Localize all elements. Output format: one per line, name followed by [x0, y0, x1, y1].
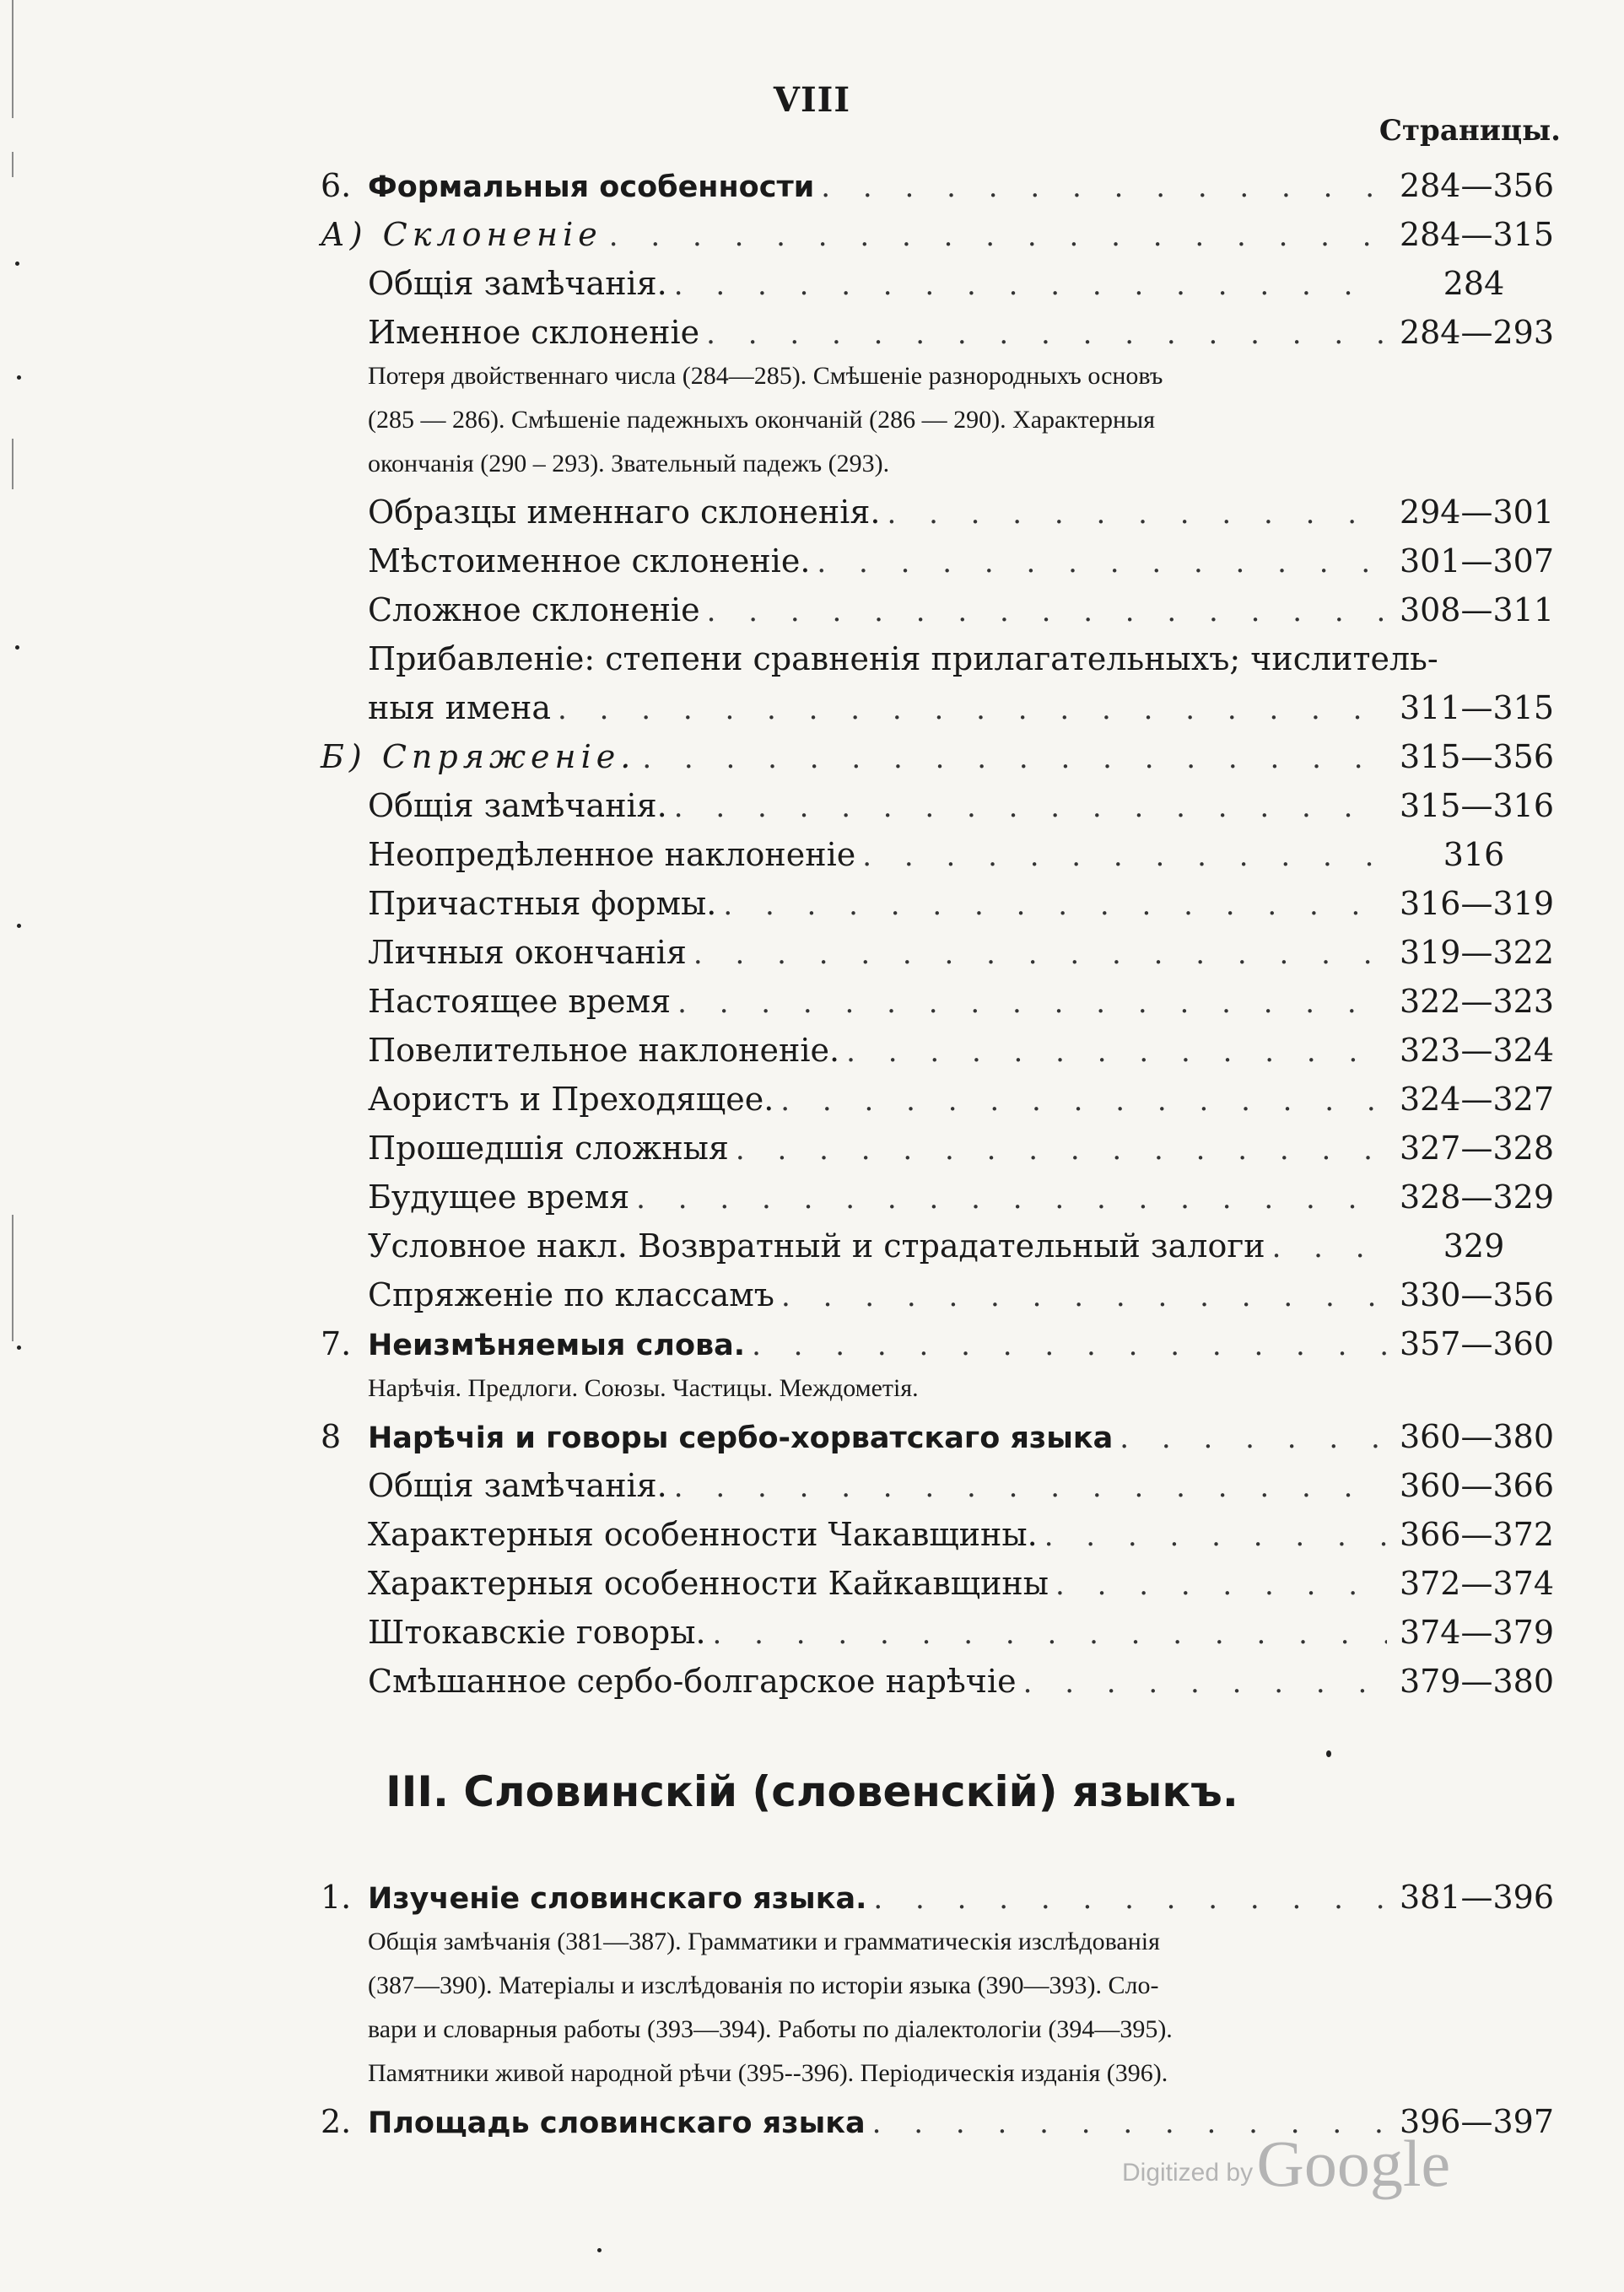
toc-entry: [321, 1075, 1554, 1124]
leader-dots: [693, 930, 1387, 979]
toc-entry-title: Настоящее время: [368, 983, 672, 1020]
toc-entry: [321, 1222, 1554, 1270]
toc-entry-title: Нарѣчія и говоры сербо-хорватскаго языка: [368, 1421, 1114, 1455]
toc-entry: [321, 1026, 1554, 1075]
google-logo: Google: [1256, 2127, 1451, 2200]
toc-entry-title: Смѣшанное сербо-болгарское нарѣчіе: [368, 1663, 1017, 1700]
toc-entry-title: ныя имена: [368, 689, 551, 726]
leader-dots: [713, 1610, 1387, 1658]
note-line: окончанія (290 – 293). Звательный падежъ (293).: [368, 450, 890, 477]
toc-entry-pages: 372—374: [1399, 1565, 1554, 1602]
toc-entry-pages: 330—356: [1399, 1276, 1554, 1313]
toc-entry: [321, 308, 1554, 357]
leader-dots: [862, 832, 1387, 881]
scan-edge-line: [12, 152, 13, 177]
leader-dots: [674, 1463, 1387, 1512]
toc-entry-pages: 284—293: [1399, 314, 1554, 351]
toc-entry-title: Будущее время: [368, 1178, 630, 1216]
toc-subtopics-note: [368, 1367, 1414, 1410]
toc-entry-pages: 329: [1443, 1227, 1505, 1265]
toc-entry-title: Неопредѣленное наклоненіе: [368, 836, 856, 873]
note-line: вари и словарныя работы (393—394). Работы по діалектологіи (394—395).: [368, 2015, 1173, 2043]
toc-entry-title: Повелительное наклоненіе.: [368, 1032, 840, 1069]
toc-entry-title: Формальныя особенности: [368, 170, 815, 204]
leader-dots: [636, 1174, 1387, 1223]
leader-dots: [674, 261, 1387, 310]
note-line: (285 — 286). Смѣшеніе падежныхъ окончаній (286 — 290). Характерныя: [368, 406, 1155, 434]
toc-entry-title: Спряженіе по классамъ: [368, 1276, 774, 1313]
toc-entry: [321, 1173, 1554, 1222]
leader-dots: [736, 1125, 1387, 1174]
toc-entry: [321, 1270, 1554, 1319]
toc-entry-title: Сложное склоненіе: [368, 591, 700, 628]
toc-entry: [321, 781, 1554, 830]
toc-entry-title: Личныя окончанія: [368, 934, 687, 971]
digitized-by-watermark: [1122, 2126, 1476, 2202]
toc-entry: [321, 1319, 1554, 1368]
pages-column-label: Страницы.: [1379, 114, 1561, 148]
toc-entry-title: Неизмѣняемыя слова.: [368, 1329, 746, 1362]
toc-entry: [321, 210, 1554, 259]
toc-entry-pages: 327—328: [1399, 1130, 1554, 1167]
toc-entry-continued-line: [321, 634, 1554, 683]
leader-dots: [817, 538, 1387, 587]
toc-entry-pages: 381—396: [1399, 1879, 1554, 1916]
toc-subtopics-note: [368, 354, 1414, 486]
scan-speck: [15, 262, 19, 266]
toc-entry-title: Общія замѣчанія.: [368, 787, 667, 824]
toc-entry: [321, 1608, 1554, 1657]
note-line: (387—390). Матеріалы и изслѣдованія по исторіи языка (390—393). Сло-: [368, 1971, 1159, 1999]
leader-dots: [1023, 1658, 1387, 1707]
scan-edge-line: [12, 439, 13, 489]
leader-dots: [780, 1076, 1387, 1125]
toc-entry-pages: 322—323: [1399, 983, 1554, 1020]
toc-entry-pages: 374—379: [1399, 1614, 1554, 1651]
leader-dots: [609, 212, 1387, 261]
scan-edge-line: [12, 1215, 13, 1341]
leader-dots: [1044, 1512, 1387, 1561]
leader-dots: [1120, 1414, 1387, 1463]
leader-dots: [723, 881, 1387, 930]
toc-entry-title: Условное накл. Возвратный и страдательный залоги: [368, 1227, 1265, 1265]
scan-speck: [17, 1346, 21, 1350]
toc-entry-title: Характерныя особенности Кайкавщины: [368, 1565, 1049, 1602]
toc-entry-title: Общія замѣчанія.: [368, 1467, 667, 1504]
toc-entry-pages: 324—327: [1399, 1081, 1554, 1118]
toc-entry: [321, 1657, 1554, 1706]
toc-entry-pages: 357—360: [1399, 1325, 1554, 1362]
scan-speck: [1326, 1750, 1331, 1757]
leader-dots: [707, 587, 1387, 636]
toc-entry-pages: 315—316: [1399, 787, 1554, 824]
toc-entry: [321, 732, 1554, 781]
toc-entry: [321, 585, 1554, 634]
toc-entry-pages: 311—315: [1399, 689, 1554, 726]
toc-entry: [321, 977, 1554, 1026]
toc-entry-pages: 379—380: [1399, 1663, 1554, 1700]
toc-entry-pages: 328—329: [1399, 1178, 1554, 1216]
toc-entry-number: 2.: [321, 2103, 352, 2140]
toc-entry-pages: 319—322: [1399, 934, 1554, 971]
toc-entry-number: 8: [321, 1418, 342, 1455]
toc-entry-pages: 396—397: [1399, 2103, 1554, 2140]
toc-entry: [321, 1559, 1554, 1608]
toc-entry-pages: 315—356: [1399, 738, 1554, 775]
toc-entry: [321, 537, 1554, 585]
toc-entry-title: Причастныя формы.: [368, 885, 717, 922]
leader-dots: [781, 1272, 1387, 1321]
toc-entry-title: Прошедшія сложныя: [368, 1130, 729, 1167]
toc-entry-pages: 284: [1443, 265, 1505, 302]
leader-dots: [677, 979, 1387, 1027]
leader-dots: [674, 783, 1387, 832]
toc-entry: [321, 1510, 1554, 1559]
toc-entry-title: Изученіе словинскаго языка.: [368, 1882, 867, 1916]
note-line: Потеря двойственнаго числа (284—285). Смѣшеніе разнородныхъ основъ: [368, 362, 1163, 390]
toc-entry-title: Аористъ и Преходящее.: [368, 1081, 774, 1118]
leader-dots: [1272, 1223, 1387, 1272]
leader-dots: [821, 163, 1387, 212]
toc-entry-number: 7.: [321, 1325, 352, 1362]
note-line: Памятники живой народной рѣчи (395--396). Періодическія изданія (396).: [368, 2059, 1168, 2087]
toc-entry: [321, 1461, 1554, 1510]
toc-entry-pages: 316: [1443, 836, 1505, 873]
toc-entry: [321, 683, 1554, 732]
toc-entry-title: Образцы именнаго склоненія.: [368, 493, 881, 531]
note-line: Общія замѣчанія (381—387). Грамматики и грамматическія изслѣдованія: [368, 1928, 1160, 1955]
toc-entry-title: А) Склоненіе: [321, 216, 602, 253]
leader-dots: [752, 1321, 1387, 1370]
toc-entry-title: Штокавскіе говоры.: [368, 1614, 706, 1651]
scan-speck: [597, 2248, 602, 2252]
toc-entry: [321, 1124, 1554, 1173]
leader-dots: [887, 489, 1387, 538]
toc-entry-number: 1.: [321, 1879, 352, 1916]
toc-entry: [321, 1412, 1554, 1461]
toc-entry-pages: 301—307: [1399, 542, 1554, 580]
toc-entry-pages: 284—315: [1399, 216, 1554, 253]
toc-entry-number: 6.: [321, 167, 352, 204]
leader-dots: [873, 1874, 1387, 1923]
leader-dots: [706, 310, 1387, 359]
toc-entry: [321, 161, 1554, 210]
toc-entry-title: Именное склоненіе: [368, 314, 700, 351]
leader-dots: [558, 685, 1387, 734]
toc-entry: [321, 259, 1554, 308]
toc-entry: [321, 879, 1554, 928]
toc-entry: [321, 928, 1554, 977]
watermark-prefix: Digitized by: [1122, 2159, 1254, 2187]
toc-entry-pages: 284—356: [1399, 167, 1554, 204]
scan-speck: [15, 645, 19, 650]
toc-entry-title: Площадь словинскаго языка: [368, 2106, 866, 2140]
toc-entry: [321, 488, 1554, 537]
toc-entry: [321, 1873, 1554, 1922]
toc-entry-pages: 360—366: [1399, 1467, 1554, 1504]
page-number: VIII: [773, 80, 851, 120]
scan-speck: [17, 924, 21, 928]
leader-dots: [846, 1027, 1387, 1076]
toc-subtopics-note: [368, 1920, 1414, 2095]
toc-entry-pages: 308—311: [1399, 591, 1554, 628]
toc-entry-title: Мѣстоименное склоненіе.: [368, 542, 811, 580]
toc-entry-title: Характерныя особенности Чакавщины.: [368, 1516, 1038, 1553]
toc-entry-pages: 316—319: [1399, 885, 1554, 922]
toc-entry-pages: 360—380: [1399, 1418, 1554, 1455]
note-line: Нарѣчія. Предлоги. Союзы. Частицы. Междометія.: [368, 1374, 919, 1402]
toc-entry-title: Прибавленіе: степени сравненія прилагательныхъ; числитель-: [368, 640, 1438, 677]
toc-entry-pages: 366—372: [1399, 1516, 1554, 1553]
toc-entry-pages: 294—301: [1399, 493, 1554, 531]
leader-dots: [1055, 1561, 1387, 1610]
toc-entry-title: Б) Спряженіе.: [321, 738, 636, 775]
section-heading: III. Словинскій (словенскій) языкъ.: [386, 1767, 1238, 1816]
toc-entry-title: Общія замѣчанія.: [368, 265, 667, 302]
toc-entry: [321, 830, 1554, 879]
leader-dots: [642, 734, 1387, 783]
scan-speck: [17, 375, 21, 380]
toc-entry-pages: 323—324: [1399, 1032, 1554, 1069]
